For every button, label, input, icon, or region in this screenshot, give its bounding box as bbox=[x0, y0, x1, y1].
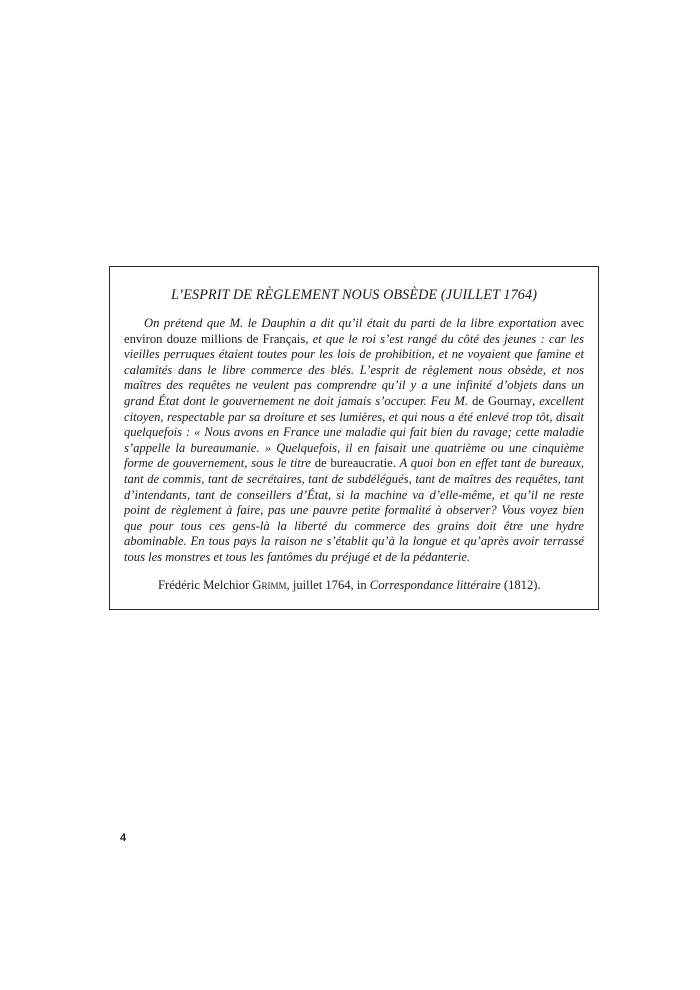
author-first-name: Frédéric Melchior bbox=[158, 577, 253, 592]
quote-text-part: On prétend que M. le Dauphin a dit qu’il était du parti de la libre exportation bbox=[144, 316, 561, 330]
quote-title: L’ESPRIT DE RÈGLEMENT NOUS OBSÈDE (JUILLET 1764) bbox=[170, 287, 538, 303]
page-number: 4 bbox=[120, 832, 127, 844]
attribution bbox=[124, 578, 584, 594]
quote-text-part: avec environ douze millions de Français bbox=[124, 316, 584, 346]
quote-text-part: de Gournay bbox=[472, 393, 533, 408]
quote-text-part: de bureaucratie. bbox=[314, 456, 396, 471]
quote-text-part: , et que le roi s’est rangé du côté des jeunes : car les vieilles perruques étaient toutes pour les lois de prohibition, et ne voyaient que famine et calamités dans le libre commerce des blés. L’esprit de règlement nous obsède, et nos maîtres des requêtes ne veulent pas comprendre qu’il y a une infinité d’objets dans un grand État dont le gouvernement ne doit jamais s’occuper. Feu M. bbox=[124, 331, 584, 408]
quote-text-part: A quoi bon en effet tant de bureaux, tant de commis, tant de secrétaires, tant de subdélégués, tant de maîtres des requêtes, tant d’intendants, tant de conseillers d’État, si la machine va d’elle-même, et qu’il ne reste point de règlement à faire, pas une pauvre petite formalité à observer? Vous voyez bien que pour tous ces gens-là la liberté du commerce des grains doit être une hydre abominable. En tous pays la raison ne s’établit qu’à la longue et qu’après avoir terrassé tous les monstres et tous les fantômes du préjugé et de la pédanterie. bbox=[124, 456, 584, 564]
quote-text-part: , excellent citoyen, respectable par sa droiture et ses lumières, et qui nous a été enlevé trop tôt, disait quelquefois : « Nous avons en France une maladie qui fait bien du ravage; cette maladie s’appelle la bureaumanie. » Quelquefois, il en faisait une quatrième ou une cinquième forme de gouvernement, sous le titre bbox=[124, 393, 584, 471]
quote-box bbox=[109, 266, 599, 610]
attribution-date: , juillet 1764, in bbox=[286, 577, 370, 592]
quote-text bbox=[124, 316, 584, 566]
work-title: Correspondance littéraire bbox=[369, 577, 501, 592]
attribution-year: (1812). bbox=[500, 577, 541, 592]
author-last-name: Grimm bbox=[252, 577, 287, 592]
